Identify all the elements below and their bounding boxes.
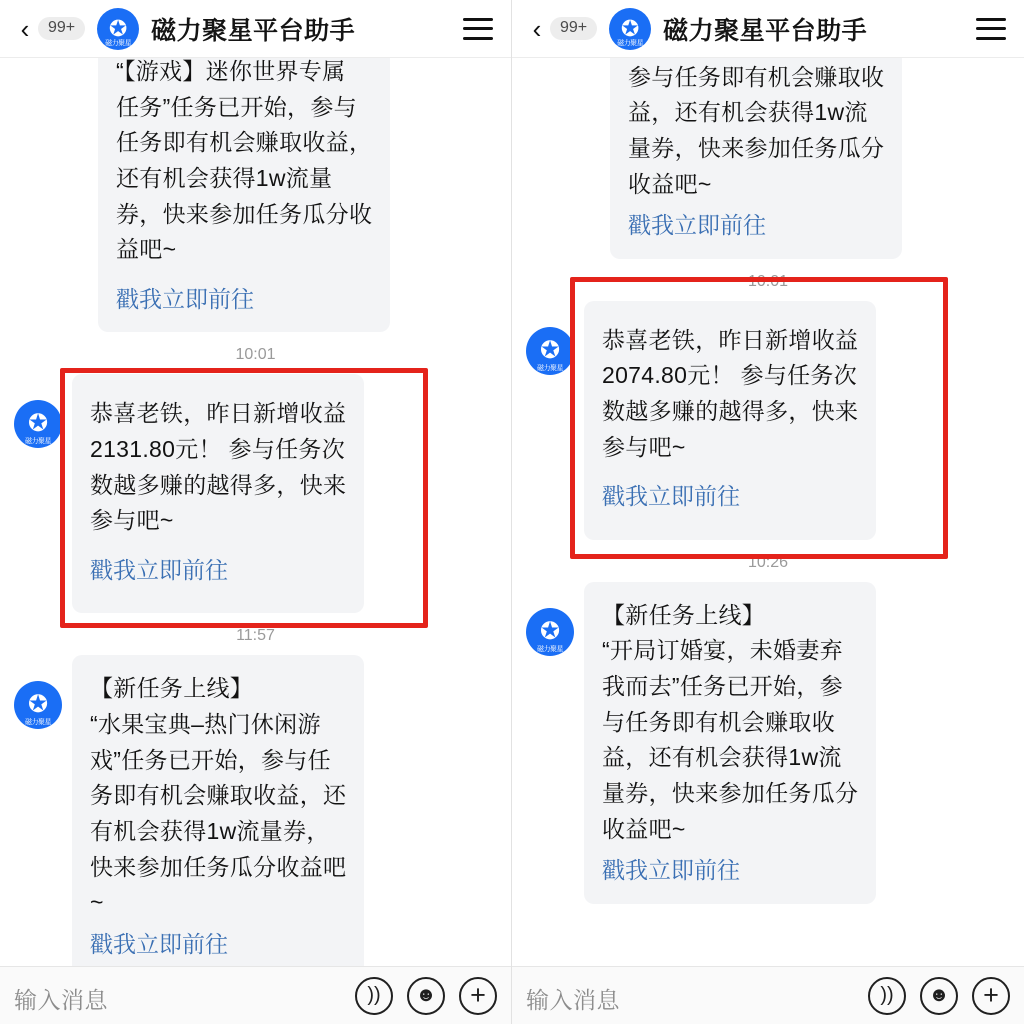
hamburger-line	[463, 27, 493, 30]
hamburger-line	[976, 37, 1006, 40]
message-cta-link[interactable]: 戳我立即前往	[628, 212, 766, 239]
planet-icon: ✪	[27, 410, 49, 438]
sender-avatar[interactable]	[526, 327, 574, 375]
message-line: 【新任务上线】	[90, 675, 254, 702]
message-line: ~	[90, 889, 104, 916]
sender-avatar-label: 磁力聚星	[537, 364, 563, 372]
message-input[interactable]: 输入消息	[14, 987, 108, 1013]
message-timestamp: 11:57	[236, 627, 275, 645]
message-line: 2074.80元！ 参与任务次	[602, 362, 858, 389]
message-cta-link[interactable]: 戳我立即前往	[90, 556, 228, 583]
message-row	[0, 655, 511, 966]
message-line: 任务即有机会赚取收益，	[116, 129, 373, 156]
back-chevron-icon[interactable]: ‹	[20, 13, 30, 44]
planet-icon: ✪	[27, 691, 49, 719]
sender-avatar[interactable]	[526, 608, 574, 656]
chat-message-list-right[interactable]	[512, 58, 1024, 966]
message-line: 2131.80元！ 参与任务次	[90, 435, 346, 462]
message-input[interactable]: 输入消息	[526, 987, 620, 1013]
message-line: 我而去”任务已开始，参	[602, 673, 843, 700]
hamburger-line	[463, 37, 493, 40]
message-timestamp: 10:26	[747, 553, 789, 571]
planet-icon: ✪	[108, 15, 128, 41]
page-title: 磁力聚星平台助手	[663, 16, 868, 45]
message-line: 券，快来参加任务瓜分收	[116, 200, 373, 227]
chat-message-list-left[interactable]	[0, 58, 511, 966]
message-line: 参与吧~	[90, 507, 174, 534]
message-bubble[interactable]	[584, 582, 876, 904]
sender-avatar[interactable]	[14, 681, 62, 729]
message-line: 数越多赚的越得多，快来	[602, 397, 859, 424]
header-avatar-label: 磁力聚星	[105, 39, 132, 47]
message-bubble[interactable]	[610, 58, 902, 259]
message-line	[628, 58, 884, 60]
message-line: 益，还有机会获得1w流	[602, 744, 842, 771]
message-cta-link[interactable]: 戳我立即前往	[116, 285, 254, 312]
page-title: 磁力聚星平台助手	[151, 16, 356, 45]
message-row	[512, 58, 1024, 259]
header-avatar[interactable]	[97, 8, 139, 50]
message-bubble[interactable]	[72, 655, 364, 966]
message-line: 量券，快来参加任务瓜分	[628, 134, 885, 161]
voice-icon[interactable]: ))	[868, 977, 906, 1015]
message-line: 【新任务上线】	[602, 601, 766, 628]
chat-header	[512, 0, 1024, 58]
right-screen	[512, 0, 1024, 1024]
message-line: 戏”任务已开始，参与任	[90, 746, 331, 773]
unread-count-badge[interactable]: 99+	[550, 17, 597, 40]
message-line: 与任务即有机会赚取收	[602, 708, 835, 735]
message-cta-link[interactable]: 戳我立即前往	[602, 857, 740, 884]
message-line: 参与任务即有机会赚取收	[628, 63, 885, 90]
message-bubble[interactable]	[584, 301, 876, 540]
plus-icon[interactable]: +	[459, 977, 497, 1015]
message-line: 益，还有机会获得1w流	[628, 99, 868, 126]
sender-avatar[interactable]	[14, 400, 62, 448]
message-line: 数越多赚的越得多，快来	[90, 471, 347, 498]
hamburger-line	[976, 18, 1006, 21]
message-line: 有机会获得1w流量券，	[90, 817, 330, 844]
back-chevron-icon[interactable]: ‹	[532, 13, 542, 44]
message-line: 量券，快来参加任务瓜分	[602, 779, 859, 806]
chat-header	[0, 0, 511, 58]
header-avatar[interactable]	[609, 8, 651, 50]
plus-icon[interactable]: +	[972, 977, 1010, 1015]
message-timestamp: 10:01	[747, 272, 789, 290]
hamburger-menu-icon[interactable]	[976, 18, 1006, 40]
message-line: “【游戏】迷你世界专属	[116, 58, 346, 84]
message-cta-link[interactable]: 戳我立即前往	[602, 483, 740, 510]
planet-icon: ✪	[539, 617, 561, 645]
sender-avatar-label: 磁力聚星	[25, 438, 51, 446]
hamburger-menu-icon[interactable]	[463, 18, 493, 40]
sender-avatar-label: 磁力聚星	[537, 645, 563, 653]
message-line: 收益吧~	[628, 170, 712, 197]
message-timestamp: 10:01	[235, 346, 276, 364]
message-line: 恭喜老铁，昨日新增收益	[602, 326, 859, 353]
message-line: 还有机会获得1w流量	[116, 164, 333, 191]
message-row-highlighted	[512, 301, 1024, 540]
voice-icon[interactable]: ))	[355, 977, 393, 1015]
sender-avatar-label: 磁力聚星	[25, 719, 51, 727]
planet-icon: ✪	[620, 15, 640, 41]
emoji-icon[interactable]: ☻	[407, 977, 445, 1015]
message-line: 参与吧~	[602, 433, 686, 460]
hamburger-line	[463, 18, 493, 21]
message-line: “开局订婚宴，未婚妻弃	[602, 637, 843, 664]
message-line: 任务”任务已开始，参与	[116, 93, 357, 120]
message-line: 快来参加任务瓜分收益吧	[90, 853, 347, 880]
message-row-highlighted	[0, 374, 511, 613]
header-avatar-label: 磁力聚星	[617, 39, 644, 47]
message-row	[512, 582, 1024, 904]
message-input-bar	[512, 966, 1024, 1024]
message-bubble[interactable]	[98, 58, 390, 332]
message-row	[0, 58, 511, 332]
emoji-icon[interactable]: ☻	[920, 977, 958, 1015]
message-input-bar	[0, 966, 511, 1024]
message-line: 益吧~	[116, 236, 177, 263]
planet-icon: ✪	[539, 336, 561, 364]
hamburger-line	[976, 27, 1006, 30]
message-line: 恭喜老铁，昨日新增收益	[90, 400, 347, 427]
message-bubble[interactable]	[72, 374, 364, 613]
message-line: “水果宝典–热门休闲游	[90, 711, 321, 738]
message-cta-link[interactable]: 戳我立即前往	[90, 930, 228, 957]
unread-count-badge[interactable]: 99+	[38, 17, 85, 40]
message-line: 务即有机会赚取收益，还	[90, 782, 347, 809]
message-line: 收益吧~	[602, 815, 686, 842]
